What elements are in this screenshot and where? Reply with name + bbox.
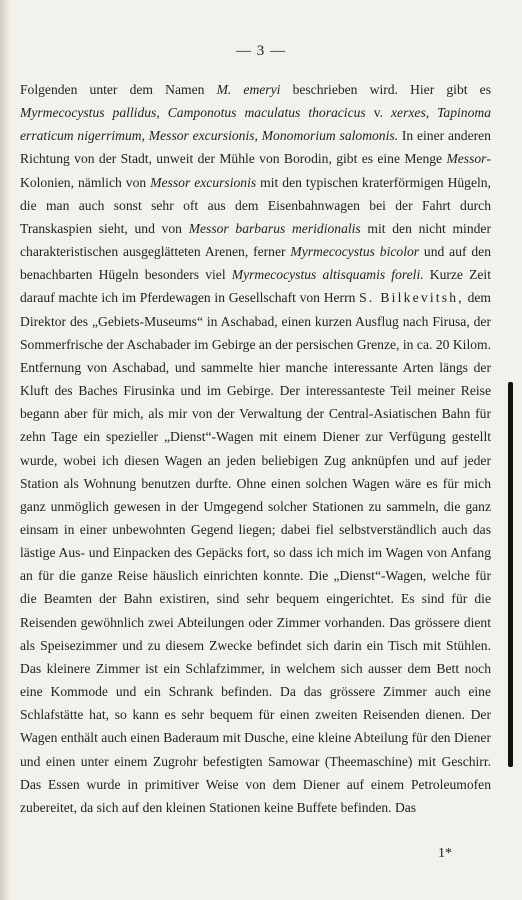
species-name: Myrmecocystus altisquamis foreli. bbox=[231, 267, 424, 283]
species-name: Myrmecocystus bicolor bbox=[290, 244, 420, 260]
page-edge-shadow bbox=[0, 0, 10, 900]
text-run: und auf den benachbarten Hügeln besonders viel bbox=[20, 244, 491, 283]
species-name: M. emeryi bbox=[216, 82, 281, 97]
text-run: mit den typischen kraterförmigen Hügeln, die man auch sonst sehr oft aus dem Eisenbahnwagen bei der Fahrt durch Transkaspien sieht, und von bbox=[20, 174, 491, 236]
text-run: Folgenden unter dem Namen bbox=[20, 82, 217, 97]
text-run: v. bbox=[365, 105, 392, 121]
species-name: Messor bbox=[446, 151, 487, 167]
margin-mark-bar bbox=[508, 382, 513, 767]
species-name: xerxes, Tapinoma erraticum nigerrimum, Messor excursionis, Monomorium salomonis. bbox=[20, 105, 492, 144]
page-number: — 3 — bbox=[236, 43, 286, 59]
text-run: Kurze Zeit darauf machte ich im Pferdewagen in Gesellschaft von Herrn bbox=[20, 267, 491, 306]
text-run: beschrieben wird. Hier gibt es bbox=[280, 82, 491, 97]
printer-signature: 1* bbox=[438, 846, 452, 861]
species-name: Myrmecocystus pallidus, Camponotus maculatus thoracicus bbox=[20, 105, 366, 121]
text-run: mit den nicht minder charakteristischen ausgeglätteten Arenen, ferner bbox=[20, 220, 491, 260]
text-run: dem Direktor des „Gebiets-Museums“ in Aschabad, einen kurzen Ausflug nach Firusa, der Sommerfrische der Aschabader im Gebirge an der persischen Grenze, in ca. 20 Kilom. Entfernung von Aschabad, und sammelte hier manche interessante Arten längs der Kluft des Baches Firusinka und im Gebirge. Der interessanteste Teil meiner Reise begann aber für mich, als mir von der Verwaltung der Central-Asiatischen Bahn für zehn Tage ein spezieller „Dienst“-Wagen mit einem Diener zur Verfügung gestellt wurde, wobei ich diesen Wagen an jeden beliebigen Zug anknüpfen und auf jeder Station als Wohnung benutzen durfte. Ohne einen solchen Wagen wäre es für mich ganz unmöglich gewesen in der Umgegend solcher Stationen zu sammeln, die ganz einsam in einer unbewohnten Gegend liegen; dabei fiel selbstverständlich auch das lästige Aus- und Einpacken des Gepäcks fort, so dass ich mich im Wagen von Anfang an für die ganze Reise häuslich einrichten konnte. Die „Dienst“-Wagen, welche für die Beamten der Bahn existiren, sind sehr bequem eingerichtet. Es sind für die Reisenden gewöhnlich zwei Abteilungen oder Zimmer vorhanden. Das grössere dient als Speisezimmer und zu diesem Zwecke befindet sich darin ein Tisch mit Stühlen. Das kleinere Zimmer ist ein Schlafzimmer, in welchem sich ausser dem Bett noch eine Kommode und ein Schrank befinden. Da das grössere Zimmer auch eine Schlafstätte hat, so kann es sehr bequem für einen zweiten Reisenden dienen. Der Wagen enthält auch einen Baderaum mit Dusche, eine kleine Abteilung für den Diener und einen unter einem Zugrohr befestigten Samowar (Theemaschine) mit Geschirr. Das Essen wurde in primitiver Weise von dem Diener auf einem Petroleumofen zubereitet, da sich auf den kleinen Stationen keine Buffete befinden. Das bbox=[20, 290, 491, 815]
paragraph bbox=[20, 78, 491, 819]
person-name: S. Bilkevitsh, bbox=[359, 290, 464, 306]
species-name: Messor excursionis bbox=[150, 174, 257, 190]
species-name: Messor barbarus meridionalis bbox=[188, 220, 361, 236]
body-text bbox=[20, 78, 491, 819]
text-run: In einer anderen Richtung von der Stadt, unweit der Mühle von Borodin, gibt es eine Menge bbox=[20, 128, 491, 167]
text-run: -Kolonien, nämlich von bbox=[20, 151, 491, 190]
